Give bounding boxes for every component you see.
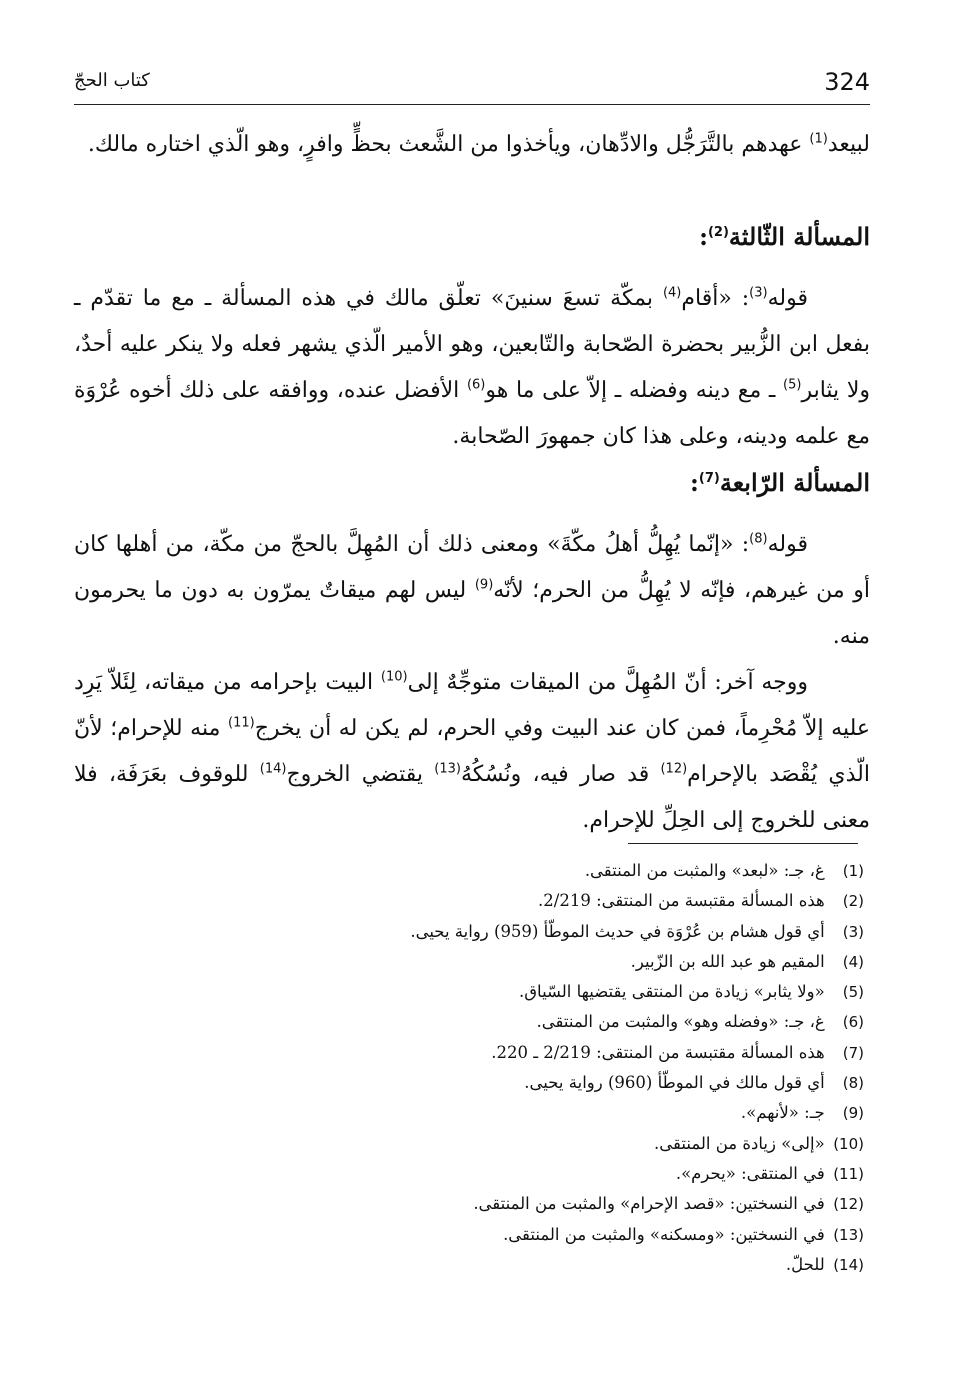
footnote-number: (14)	[833, 1255, 864, 1274]
footnote-text: في النسختين: «ومسكنه» والمثبت من المنتقى.	[503, 1224, 825, 1244]
page-header	[74, 66, 870, 100]
running-title: كتاب الحجّ	[74, 70, 150, 91]
footnote-ref: (10)	[380, 669, 408, 685]
footnote-item	[74, 1038, 864, 1068]
footnote-number: (6)	[842, 1013, 864, 1032]
footnote-ref: (11)	[227, 715, 255, 731]
footnote-ref: (12)	[660, 761, 688, 777]
footnotes-list	[74, 856, 864, 1280]
footnote-text: أي قول مالك في الموطّأ (960) رواية يحيى.	[524, 1073, 825, 1093]
footnote-item	[74, 1098, 864, 1128]
footnote-separator	[628, 843, 858, 844]
footnote-ref: (14)	[259, 761, 287, 777]
footnote-item	[74, 1007, 864, 1037]
footnote-number: (1)	[842, 862, 864, 880]
paragraph-text: منه للإحرام؛ لأنّ الّذي يُقْصَد بالإحرام	[74, 716, 870, 787]
paragraph-text: عهدهم بالتَّرَجُّل والادِّهان، ويأخذوا من الشَّعث بحظٍّ وافرٍ، وهو الّذي اختاره مالك.	[87, 132, 810, 157]
footnote-item	[74, 917, 864, 947]
footnote-item	[74, 1068, 864, 1098]
heading-colon: :	[690, 468, 699, 497]
paragraph-text: الأفضل عنده، ووافقه على ذلك أخوه عُرْوَة مع علمه ودينه، وعلى هذا كان جمهورَ الصّحابة.	[74, 378, 870, 449]
paragraph-text: ووجه آخر: أنّ المُهِلَّ من الميقات متوجِّهٌ إلى	[407, 670, 808, 695]
heading-text: المسألة الرّابعة	[719, 468, 870, 497]
footnote-ref: (5)	[783, 377, 802, 393]
footnote-number: (12)	[833, 1195, 864, 1214]
footnote-ref: (8)	[749, 531, 768, 547]
footnote-ref: (3)	[749, 285, 768, 301]
paragraph-text: : «أقام	[681, 286, 750, 311]
paragraph-2	[74, 276, 870, 460]
footnote-number: (10)	[833, 1134, 864, 1153]
footnote-number: (2)	[842, 892, 864, 911]
footnote-item	[74, 977, 864, 1007]
footnote-item	[74, 1250, 864, 1280]
footnote-item	[74, 886, 864, 916]
footnote-text: جـ: «لأنهم».	[740, 1103, 825, 1123]
paragraph-3	[74, 522, 870, 660]
footnote-text: في النسختين: «قصد الإحرام» والمثبت من المنتقى.	[473, 1194, 825, 1214]
paragraph-text: : «إنّما يُهِلُّ أهلُ مكّةَ» ومعنى ذلك أن المُهِلَّ بالحجّ من مكّة، من أهلها كان أو من غيرهم، فإنّه لا يُهِلُّ من الحرم؛ لأنّه	[74, 532, 870, 603]
paragraph-text: ليس لهم ميقاتٌ يمرّون به دون ما يحرمون منه.	[74, 578, 870, 649]
footnote-number: (13)	[833, 1225, 864, 1244]
footnote-text: «إلى» زيادة من المنتقى.	[654, 1133, 825, 1153]
footnote-number: (5)	[842, 983, 864, 1002]
paragraph-text: ـ مع دينه وفضله ـ إلاّ على ما هو	[485, 378, 784, 403]
footnote-ref: (6)	[466, 377, 486, 393]
heading-colon: :	[699, 222, 708, 251]
footnote-item	[74, 1220, 864, 1250]
footnote-text: هذه المسألة مقتبسة من المنتقى: 2/219 ـ 220.	[491, 1042, 825, 1062]
footnote-text: «ولا يثابر» زيادة من المنتقى يقتضيها السّياق.	[519, 982, 825, 1002]
footnote-item	[74, 1129, 864, 1159]
paragraph-text: البيت بإحرامه من ميقاته، لِئَلاّ يَرِد عليه إلاّ مُحْرِماً، فمن كان عند البيت وفي الحرم، لم يكن له أن يخرج	[74, 670, 870, 741]
footnote-number: (9)	[842, 1104, 864, 1123]
footnote-item	[74, 1189, 864, 1219]
footnote-number: (7)	[842, 1043, 864, 1062]
footnote-ref: (9)	[474, 577, 494, 593]
paragraph-text: بمكّة تسعَ سنينَ» تعلّق مالك في هذه المسألة ـ مع ما تقدّم ـ بفعل ابن الزُّبير بحضرة الصّحابة والتّابعين، وهو الأمير الّذي يشهر فعله ولا ينكر عليه أحدٌ، ولا يثابر	[74, 286, 870, 403]
paragraph-text: قد صار فيه، ونُسُكُهُ	[460, 762, 661, 787]
footnote-text: في المنتقى: «يحرم».	[675, 1163, 825, 1183]
page-number: 324	[824, 68, 870, 96]
footnote-ref: (2)	[707, 225, 729, 240]
paragraph-text: لبيعد	[827, 132, 870, 157]
footnote-number: (8)	[842, 1074, 864, 1093]
footnote-text: المقيم هو عبد الله بن الزّبير.	[630, 951, 825, 971]
footnote-item	[74, 947, 864, 977]
footnote-text: أي قول هشام بن عُرْوَة في حديث الموطّأ (959) رواية يحيى.	[410, 921, 825, 941]
section-heading-4	[74, 468, 870, 497]
footnote-ref: (13)	[434, 761, 461, 777]
footnote-text: غ، جـ: «لبعد» والمثبت من المنتقى.	[584, 861, 825, 880]
footnote-ref: (1)	[809, 131, 828, 147]
paragraph-text: قوله	[767, 286, 808, 311]
header-rule	[74, 104, 870, 105]
section-heading-3	[74, 222, 870, 251]
heading-text: المسألة الثّالثة	[728, 222, 870, 251]
footnote-text: للحلّ.	[785, 1254, 825, 1274]
paragraph-text: قوله	[767, 532, 808, 557]
paragraph-text: يقتضي الخروج	[286, 762, 435, 787]
footnote-text: غ، جـ: «وفضله وهو» والمثبت من المنتقى.	[536, 1012, 825, 1032]
paragraph-1	[74, 122, 870, 168]
footnote-ref: (4)	[662, 285, 682, 301]
footnote-text: هذه المسألة مقتبسة من المنتقى: 2/219.	[538, 891, 825, 911]
footnote-number: (11)	[833, 1164, 864, 1183]
footnote-item	[74, 856, 864, 886]
footnote-number: (4)	[842, 952, 864, 971]
footnote-number: (3)	[842, 922, 864, 941]
footnote-item	[74, 1159, 864, 1189]
paragraph-text: للوقوف بعَرَفَة، فلا معنى للخروج إلى الحِلِّ للإحرام.	[74, 762, 870, 833]
paragraph-4	[74, 660, 870, 844]
footnote-ref: (7)	[698, 471, 720, 486]
